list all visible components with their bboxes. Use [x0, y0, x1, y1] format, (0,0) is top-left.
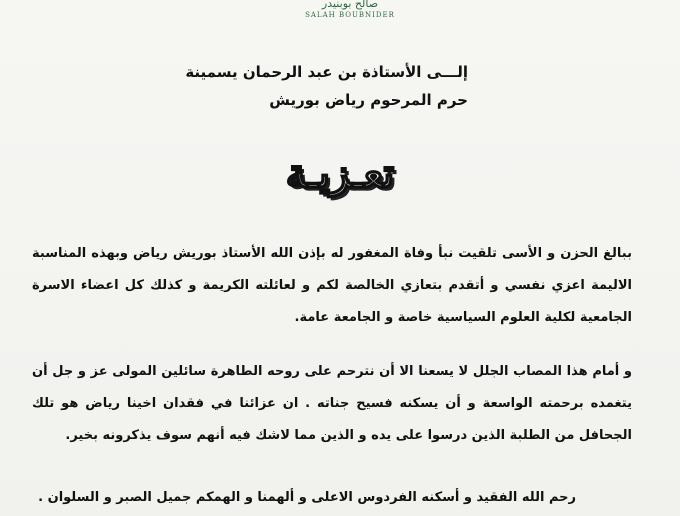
addressee-line-1: إلـــى الأستاذة بن عبد الرحمان يسمينة — [185, 63, 468, 81]
addressee-block — [185, 58, 468, 114]
logo-arabic-text: صالح بوبنيدر — [321, 0, 379, 10]
closing-line: رحم الله الفقيد و أسكنه الفردوس الاعلى و ألهمنا و الهمكم جميل الصبر و السلوان . — [38, 490, 576, 505]
addressee-line-2: حرم المرحوم رياض بوريش — [269, 91, 468, 109]
letterhead-logo — [290, 0, 410, 28]
letter-title — [0, 150, 680, 197]
logo-latin-text: SALAH BOUBNIDER — [305, 11, 395, 19]
title-text: تعـزيـة — [285, 150, 395, 197]
body-paragraph-1: ببالغ الحزن و الأسى تلقيت نبأ وفاة المغفور له بإذن الله الأستاذ بوريش رياض وبهذه المناسبة الاليمة اعزي نفسي و أتقدم بتعازي الخالصة لكم و لعائلته الكريمة و كذلك كل اعضاء الاسرة الجامعية لكلية العلوم السياسية خاصة و الجامعة عامة. — [32, 246, 632, 325]
body-paragraph-2: و أمام هذا المصاب الجلل لا يسعنا الا أن نترحم على روحه الطاهرة سائلين المولى عز و جل أن يتغمده برحمته الواسعة و أن يسكنه فسيح جناته . ان عزائنا في فقدان اخينا رياض هو تلك الجحافل من الطلبة الذين درسوا على يده و الذين مما لاشك فيه أنهم سوف يذكرونه بخير. — [32, 364, 632, 443]
